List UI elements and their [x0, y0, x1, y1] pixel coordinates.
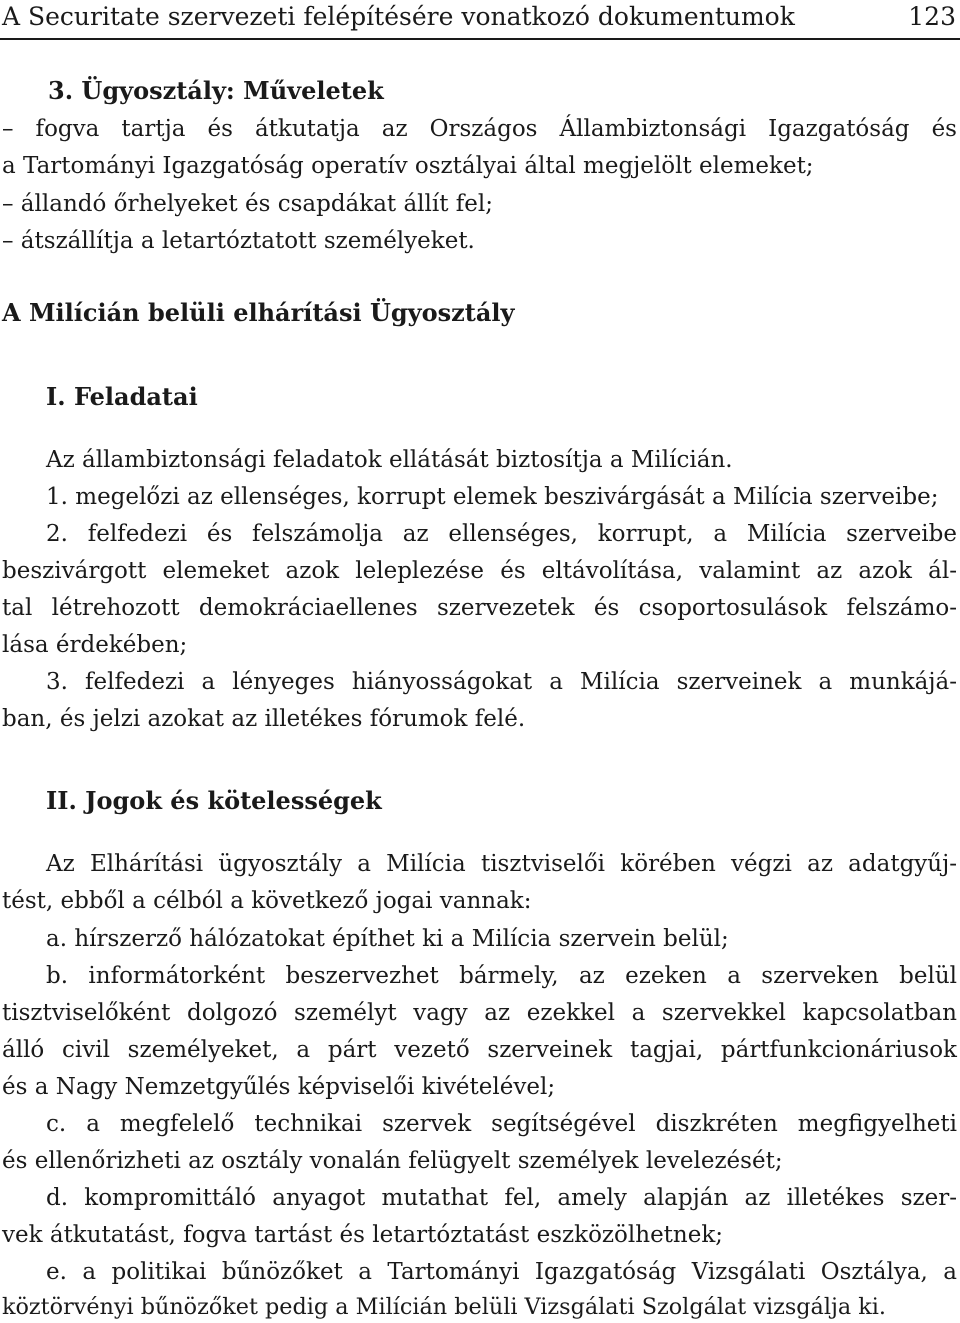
section-3-line: – állandó őrhelyeket és csapdákat állít fel; — [2, 191, 494, 217]
section-3-line: a Tartományi Igazgatóság operatív osztályai által megjelölt elemeket; — [2, 153, 814, 179]
part-2-line: c. a megfelelő technikai szervek segítségével diszkréten megfigyelheti — [46, 1111, 957, 1137]
part-1-line: beszivárgott elemeket azok leleplezése és eltávolítása, valamint az azok ál- — [2, 558, 957, 584]
part-2-heading: II. Jogok és kötelességek — [46, 786, 382, 815]
section-3-line: – átszállítja a letartóztatott személyeket. — [2, 228, 475, 254]
part-2-line: és ellenőrizheti az osztály vonalán felügyelt személyek levelezését; — [2, 1148, 783, 1174]
part-2-line: d. kompromittáló anyagot mutathat fel, amely alapján az illetékes szer- — [46, 1185, 957, 1211]
section-3-heading: 3. Ügyosztály: Műveletek — [48, 76, 384, 105]
page-number: 123 — [908, 2, 956, 31]
part-2-line: a. hírszerző hálózatokat építhet ki a Milícia szervein belül; — [46, 926, 729, 952]
part-2-line: b. informátorként beszervezhet bármely, az ezeken a szerveken belül — [46, 963, 957, 989]
part-1-heading: I. Feladatai — [46, 382, 198, 411]
part-2-line: álló civil személyeket, a párt vezető szerveinek tagjai, pártfunkcionáriusok — [2, 1037, 957, 1063]
part-1-line: ban, és jelzi azokat az illetékes fórumok felé. — [2, 706, 526, 732]
part-2-line: Az Elhárítási ügyosztály a Milícia tisztviselői körében végzi az adatgyűj- — [46, 851, 957, 877]
part-1-line: lása érdekében; — [2, 632, 188, 658]
part-2-line: e. a politikai bűnözőket a Tartományi Igazgatóság Vizsgálati Osztálya, a — [46, 1259, 957, 1285]
part-1-line: 1. megelőzi az ellenséges, korrupt elemek beszivárgását a Milícia szerveibe; — [46, 484, 939, 510]
part-2-line: és a Nagy Nemzetgyűlés képviselői kivételével; — [2, 1074, 556, 1100]
part-1-intro: Az állambiztonsági feladatok ellátását biztosítja a Milícián. — [46, 447, 733, 473]
part-2-line: köztörvényi bűnözőket pedig a Milícián belüli Vizsgálati Szolgálat vizsgálja ki. — [2, 1294, 886, 1320]
running-title: A Securitate szervezeti felépítésére vonatkozó dokumentumok — [2, 2, 795, 31]
page-header — [0, 0, 960, 40]
part-2-line: tést, ebből a célból a következő jogai vannak: — [2, 888, 532, 914]
part-1-line: 2. felfedezi és felszámolja az ellenséges, korrupt, a Milícia szerveibe — [46, 521, 957, 547]
section-3-line: – fogva tartja és átkutatja az Országos Állambiztonsági Igazgatóság és — [2, 116, 957, 142]
militia-heading: A Milícián belüli elhárítási Ügyosztály — [2, 298, 515, 327]
part-1-line: 3. felfedezi a lényeges hiányosságokat a Milícia szerveinek a munkájá- — [46, 669, 957, 695]
part-2-line: vek átkutatást, fogva tartást és letartóztatást eszközölhetnek; — [2, 1222, 724, 1248]
part-2-line: tisztviselőként dolgozó személyt vagy az ezekkel a szervekkel kapcsolatban — [2, 1000, 957, 1026]
part-1-line: tal létrehozott demokráciaellenes szervezetek és csoportosulások felszámo- — [2, 595, 957, 621]
